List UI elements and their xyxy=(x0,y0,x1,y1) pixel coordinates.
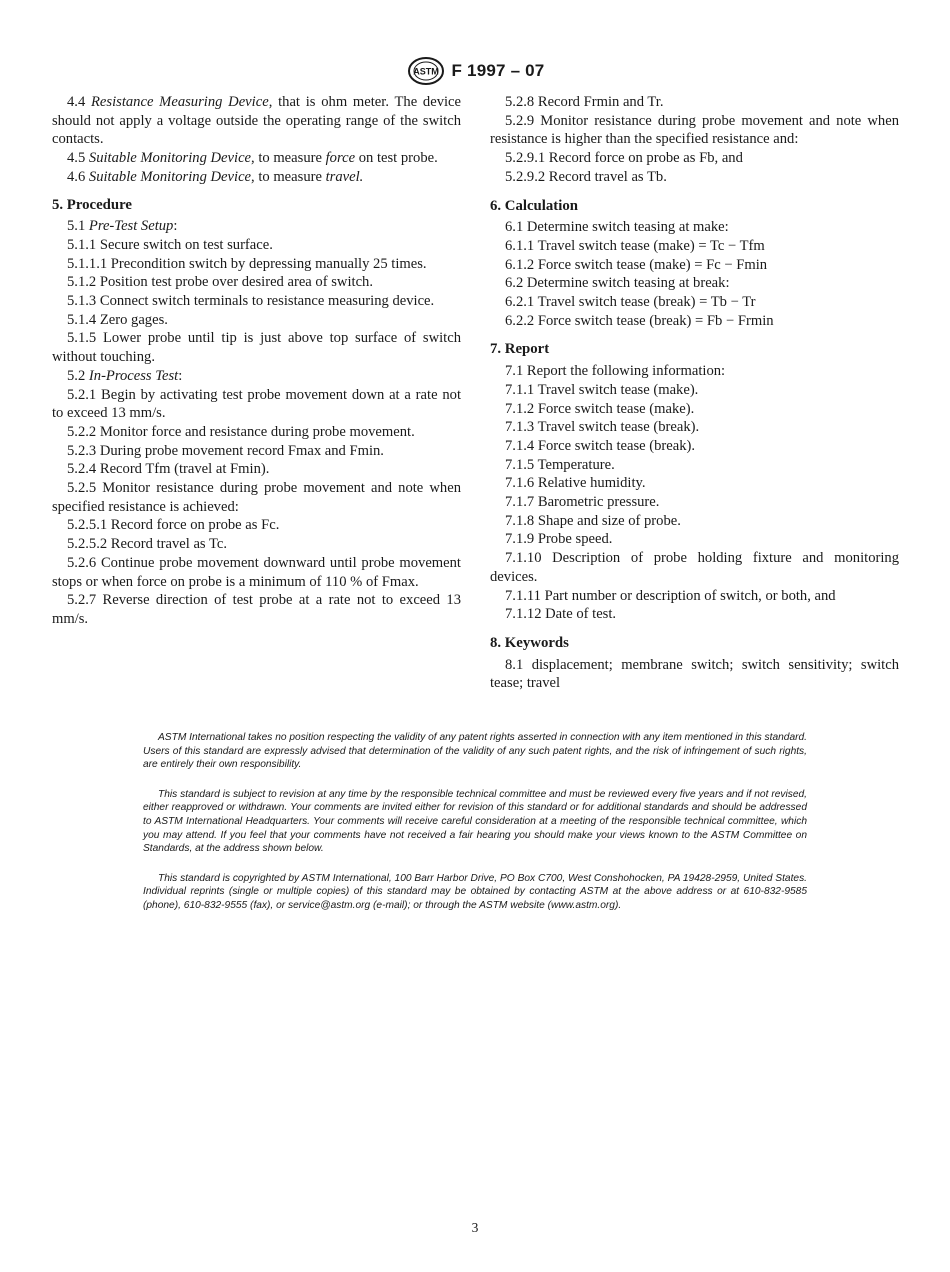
section-4-5: 4.5 Suitable Monitoring Device, to measure force on test probe. xyxy=(67,150,438,167)
section-5-1-5: 5.1.5 Lower probe until tip is just above top surface of switch without touching. xyxy=(52,330,461,366)
section-6-2: 6.2 Determine switch teasing at break: xyxy=(505,275,730,292)
section-6-2-1: 6.2.1 Travel switch tease (break) = Tb − Tr xyxy=(505,294,756,311)
section-7-1-11: 7.1.11 Part number or description of switch, or both, and xyxy=(505,587,836,604)
heading-calculation: 6. Calculation xyxy=(490,197,578,214)
section-7-1-9: 7.1.9 Probe speed. xyxy=(505,531,613,548)
section-5-2-9-1: 5.2.9.1 Record force on probe as Fb, and xyxy=(505,150,743,167)
section-4-4: 4.4 Resistance Measuring Device, that is ohm meter. The device should not apply a voltage outside the operating range of the switch contacts. xyxy=(52,94,462,148)
patent-notice: ASTM International takes no position respecting the validity of any patent rights asserted in connection with any item mentioned in this standard. Users of this standard are expressly advised that determination of the validity of any such patent rights, and the risk of infringement of such rights, are entirely their own responsibility. xyxy=(143,732,807,771)
section-5-1-1-1: 5.1.1.1 Precondition switch by depressing manually 25 times. xyxy=(67,255,427,272)
section-5-2-9: 5.2.9 Monitor resistance during probe movement and note when resistance is higher than the specified resistance and: xyxy=(490,112,899,148)
section-5-2: 5.2 In-Process Test: xyxy=(67,367,183,384)
section-7-1-2: 7.1.2 Force switch tease (make). xyxy=(505,400,695,417)
heading-report: 7. Report xyxy=(490,341,550,358)
section-6-2-2: 6.2.2 Force switch tease (break) = Fb − Frmin xyxy=(505,312,774,329)
section-7-1-1: 7.1.1 Travel switch tease (make). xyxy=(505,381,699,398)
section-5-2-8: 5.2.8 Record Frmin and Tr. xyxy=(505,94,664,110)
section-7-1-12: 7.1.12 Date of test. xyxy=(505,606,617,623)
section-5-2-5-1: 5.2.5.1 Record force on probe as Fc. xyxy=(67,517,280,534)
section-7-1: 7.1 Report the following information: xyxy=(505,363,726,380)
section-5-2-3: 5.2.3 During probe movement record Fmax and Fmin. xyxy=(67,442,384,459)
astm-logo-icon xyxy=(406,56,446,86)
revision-notice: This standard is subject to revision at any time by the responsible technical committee and must be reviewed every five years and if not revised, either reapproved or withdrawn. Your comments are invited either for revision of this standard or for additional standards and should be addressed to ASTM International Headquarters. Your comments will receive careful consideration at a meeting of the responsible technical committee, which you may attend. If you feel that your comments have not received a fair hearing you should make your views known to the ASTM Committee on Standards, at the address shown below. xyxy=(143,788,807,855)
heading-keywords: 8. Keywords xyxy=(490,634,569,651)
standard-designation: F 1997 – 07 xyxy=(451,61,545,80)
section-5-2-5-2: 5.2.5.2 Record travel as Tc. xyxy=(67,536,228,553)
legal-notices xyxy=(143,731,807,929)
left-column xyxy=(52,93,461,629)
page-number: 3 xyxy=(471,1220,479,1235)
section-6-1-2: 6.1.2 Force switch tease (make) = Fc − Fmin xyxy=(505,256,768,273)
section-7-1-6: 7.1.6 Relative humidity. xyxy=(505,475,646,492)
section-7-1-3: 7.1.3 Travel switch tease (break). xyxy=(505,419,700,436)
logo-text: ASTM xyxy=(412,66,439,77)
copyright-notice: This standard is copyrighted by ASTM International, 100 Barr Harbor Drive, PO Box C700, West Conshohocken, PA 19428-2959, United States. Individual reprints (single or multiple copies) of this standard may be obtained by contacting ASTM at the above address or at 610-832-9585 (phone), 610-832-9555 (fax), or service@astm.org (e-mail); or through the ASTM website (www.astm.org). xyxy=(143,872,807,911)
section-5-2-4: 5.2.4 Record Tfm (travel at Fmin). xyxy=(67,461,270,478)
section-7-1-10: 7.1.10 Description of probe holding fixture and monitoring devices. xyxy=(490,550,899,585)
section-6-1: 6.1 Determine switch teasing at make: xyxy=(505,219,729,236)
section-5-2-6: 5.2.6 Continue probe movement downward until probe movement stops or when force on probe is a minimum of 110 % of Fmax. xyxy=(52,554,461,590)
section-5-2-5: 5.2.5 Monitor resistance during probe movement and note when specified resistance is achieved: xyxy=(52,480,461,515)
section-5-1-4: 5.1.4 Zero gages. xyxy=(67,311,168,328)
section-7-1-7: 7.1.7 Barometric pressure. xyxy=(505,494,660,511)
section-7-1-4: 7.1.4 Force switch tease (break). xyxy=(505,437,696,454)
section-5-2-7: 5.2.7 Reverse direction of test probe at a rate not to exceed 13 mm/s. xyxy=(52,592,461,627)
heading-procedure: 5. Procedure xyxy=(52,196,132,213)
right-column xyxy=(490,93,899,693)
section-5-1: 5.1 Pre-Test Setup: xyxy=(67,218,178,235)
section-5-2-2: 5.2.2 Monitor force and resistance during probe movement. xyxy=(67,423,415,440)
section-5-1-2: 5.1.2 Position test probe over desired area of switch. xyxy=(67,274,373,291)
section-5-2-1: 5.2.1 Begin by activating test probe movement down at a rate not to exceed 13 mm/s. xyxy=(52,386,461,422)
section-5-2-9-2: 5.2.9.2 Record travel as Tb. xyxy=(505,168,667,185)
page-header xyxy=(0,55,950,87)
section-8-1: 8.1 displacement; membrane switch; switch sensitivity; switch tease; travel xyxy=(490,656,899,692)
section-4-6: 4.6 Suitable Monitoring Device, to measure travel. xyxy=(67,168,364,185)
section-7-1-8: 7.1.8 Shape and size of probe. xyxy=(505,512,681,529)
section-5-1-3: 5.1.3 Connect switch terminals to resistance measuring device. xyxy=(67,293,435,310)
section-6-1-1: 6.1.1 Travel switch tease (make) = Tc − Tfm xyxy=(505,237,765,254)
section-7-1-5: 7.1.5 Temperature. xyxy=(505,456,615,473)
section-5-1-1: 5.1.1 Secure switch on test surface. xyxy=(67,236,273,253)
